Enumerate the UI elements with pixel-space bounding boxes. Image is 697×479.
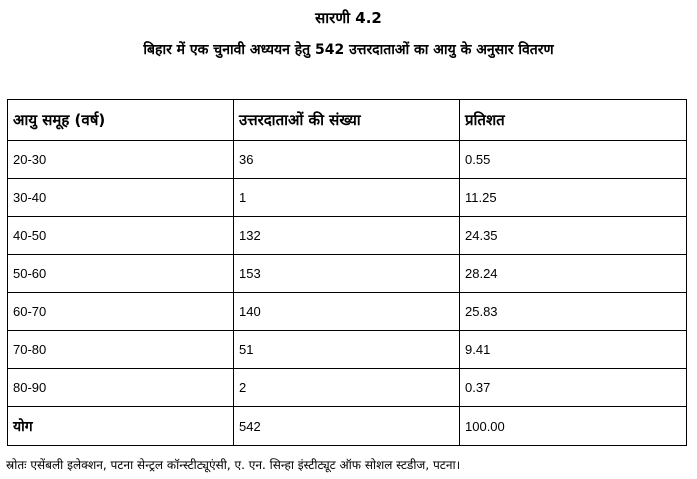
header-percentage: प्रतिशत [460, 100, 687, 141]
header-age-group: आयु समूह (वर्ष) [8, 100, 234, 141]
total-row [8, 407, 687, 446]
percentage-cell: 25.83 [460, 293, 687, 331]
respondent-count-cell: 1 [234, 179, 460, 217]
percentage-cell: 9.41 [460, 331, 687, 369]
percentage-cell: 0.37 [460, 369, 687, 407]
respondent-count-cell: 132 [234, 217, 460, 255]
respondent-count-cell: 36 [234, 141, 460, 179]
respondent-count-cell: 51 [234, 331, 460, 369]
table-header-row [8, 100, 687, 141]
respondent-count-cell: 140 [234, 293, 460, 331]
total-label-cell: योग [8, 407, 234, 446]
header-respondent-count: उत्तरदाताओं की संख्या [234, 100, 460, 141]
table-row [8, 369, 687, 407]
respondent-count-cell: 153 [234, 255, 460, 293]
percentage-cell: 28.24 [460, 255, 687, 293]
age-group-cell: 60-70 [8, 293, 234, 331]
total-percentage-cell: 100.00 [460, 407, 687, 446]
percentage-cell: 24.35 [460, 217, 687, 255]
source-note: स्रोतः एसेंबली इलेक्शन, पटना सेन्ट्रल कॉन्स्टीट्यूएंसी, ए. एन. सिन्हा इंस्टीट्यूट ऑफ सोशल स्टडीज, पटना। [6, 458, 461, 472]
age-group-cell: 40-50 [8, 217, 234, 255]
age-group-cell: 30-40 [8, 179, 234, 217]
age-group-cell: 80-90 [8, 369, 234, 407]
table-row [8, 331, 687, 369]
table-row [8, 217, 687, 255]
age-group-cell: 50-60 [8, 255, 234, 293]
respondent-count-cell: 2 [234, 369, 460, 407]
table-row [8, 179, 687, 217]
table-row [8, 255, 687, 293]
table-row [8, 141, 687, 179]
percentage-cell: 11.25 [460, 179, 687, 217]
table-row [8, 293, 687, 331]
age-distribution-table [7, 99, 687, 446]
table-number: सारणी 4.2 [315, 9, 382, 27]
total-count-cell: 542 [234, 407, 460, 446]
percentage-cell: 0.55 [460, 141, 687, 179]
table-title: बिहार में एक चुनावी अध्ययन हेतु 542 उत्तरदाताओं का आयु के अनुसार वितरण [143, 42, 554, 58]
age-group-cell: 70-80 [8, 331, 234, 369]
age-group-cell: 20-30 [8, 141, 234, 179]
